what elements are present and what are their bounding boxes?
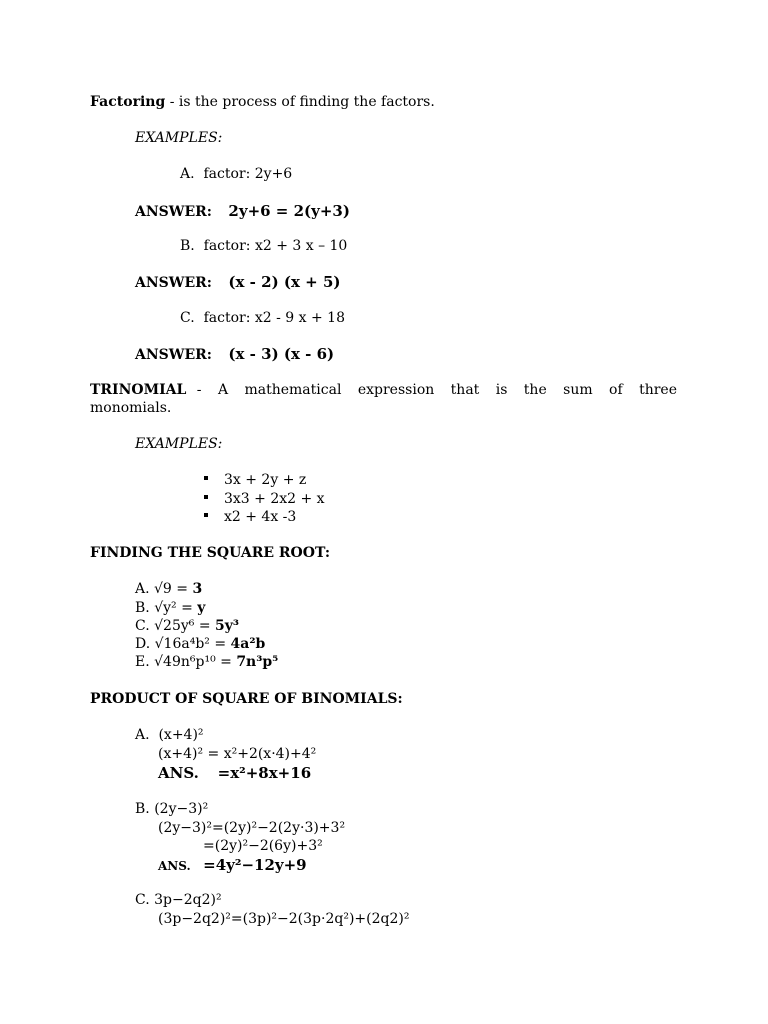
example-letter: B. xyxy=(180,238,195,254)
trinomial-example xyxy=(204,490,325,508)
item-expression: √49n⁶p¹⁰ = xyxy=(154,654,237,670)
item-letter: B. xyxy=(135,600,150,616)
bullet-icon xyxy=(204,476,208,480)
examples-label-2: EXAMPLES: xyxy=(135,436,223,452)
item-expression: √16a⁴b² = xyxy=(154,636,231,652)
answer-value: (x - 3) (x - 6) xyxy=(228,345,335,363)
examples-label-1: EXAMPLES: xyxy=(135,130,223,146)
item-letter: D. xyxy=(135,636,151,652)
square-root-item xyxy=(135,599,205,617)
answer-value: (x - 2) (x + 5) xyxy=(228,273,341,291)
binomial-b-step1: (2y−3)²=(2y)²−2(2y·3)+3² xyxy=(158,820,346,836)
trinomial-example xyxy=(204,508,296,526)
binomial-c-step1: (3p−2q2)²=(3p)²−2(3p·2q²)+(2q2)² xyxy=(158,911,410,927)
answer-label: ANS. xyxy=(158,764,199,782)
item-expression: √25y⁶ = xyxy=(154,618,216,634)
factor-example-a xyxy=(180,165,292,183)
item-letter: C. xyxy=(135,618,150,634)
bullet-icon xyxy=(204,513,208,517)
item-letter: B. xyxy=(135,801,150,817)
trinomial-term: TRINOMIAL xyxy=(90,382,187,398)
answer-label: ANS. xyxy=(158,859,191,873)
item-result: 3 xyxy=(192,581,203,597)
binomial-b-problem xyxy=(135,800,208,818)
example-letter: A. xyxy=(180,166,195,182)
example-text: factor: x2 + 3 x – 10 xyxy=(203,238,348,254)
square-root-item xyxy=(135,635,265,653)
item-letter: E. xyxy=(135,654,150,670)
answer-label: ANSWER: xyxy=(135,275,212,291)
answer-a xyxy=(135,202,350,221)
factoring-definition xyxy=(90,93,435,111)
binomial-b-step2: =(2y)²−2(6y)+3² xyxy=(203,838,323,854)
binomial-b-answer xyxy=(158,856,307,875)
item-result: 5y³ xyxy=(215,618,240,634)
square-root-item xyxy=(135,617,239,635)
binomials-heading: PRODUCT OF SQUARE OF BINOMIALS: xyxy=(90,691,403,707)
factoring-definition-text: - is the process of finding the factors. xyxy=(165,94,435,110)
answer-b xyxy=(135,273,340,292)
answer-value: =x²+8x+16 xyxy=(217,764,312,782)
item-result: 4a²b xyxy=(230,636,266,652)
trinomial-example-text: 3x + 2y + z xyxy=(224,472,307,488)
answer-c xyxy=(135,345,334,364)
trinomial-example-text: 3x3 + 2x2 + x xyxy=(224,491,325,507)
factoring-term: Factoring xyxy=(90,94,166,110)
item-expression: √y² = xyxy=(154,600,198,616)
problem-text: (x+4)² xyxy=(158,727,204,743)
example-text: factor: 2y+6 xyxy=(203,166,293,182)
item-letter: A. xyxy=(135,727,150,743)
trinomial-example xyxy=(204,471,306,489)
trinomial-definition xyxy=(90,381,677,417)
square-root-item xyxy=(135,653,278,671)
problem-text: (2y−3)² xyxy=(154,801,209,817)
answer-value: =4y²−12y+9 xyxy=(203,856,307,874)
answer-label: ANSWER: xyxy=(135,204,212,220)
factor-example-c xyxy=(180,309,345,327)
example-text: factor: x2 - 9 x + 18 xyxy=(203,310,345,326)
square-root-item xyxy=(135,580,202,598)
example-letter: C. xyxy=(180,310,195,326)
problem-text: 3p−2q2)² xyxy=(154,892,222,908)
item-result: y xyxy=(197,600,206,616)
item-letter: A. xyxy=(135,581,150,597)
item-expression: √9 = xyxy=(154,581,193,597)
factor-example-b xyxy=(180,237,347,255)
bullet-icon xyxy=(204,495,208,499)
binomial-a-step1: (x+4)² = x²+2(x·4)+4² xyxy=(158,746,317,762)
square-root-heading: FINDING THE SQUARE ROOT: xyxy=(90,545,331,561)
answer-value: 2y+6 = 2(y+3) xyxy=(228,202,350,220)
binomial-a-answer xyxy=(158,764,311,782)
trinomial-definition-text: - A mathematical expression that is the sum of three monomials. xyxy=(90,382,678,416)
binomial-c-problem xyxy=(135,891,222,909)
item-letter: C. xyxy=(135,892,150,908)
binomial-a-problem xyxy=(135,726,204,744)
answer-label: ANSWER: xyxy=(135,347,212,363)
item-result: 7n³p⁵ xyxy=(236,654,279,670)
trinomial-example-text: x2 + 4x -3 xyxy=(224,509,297,525)
